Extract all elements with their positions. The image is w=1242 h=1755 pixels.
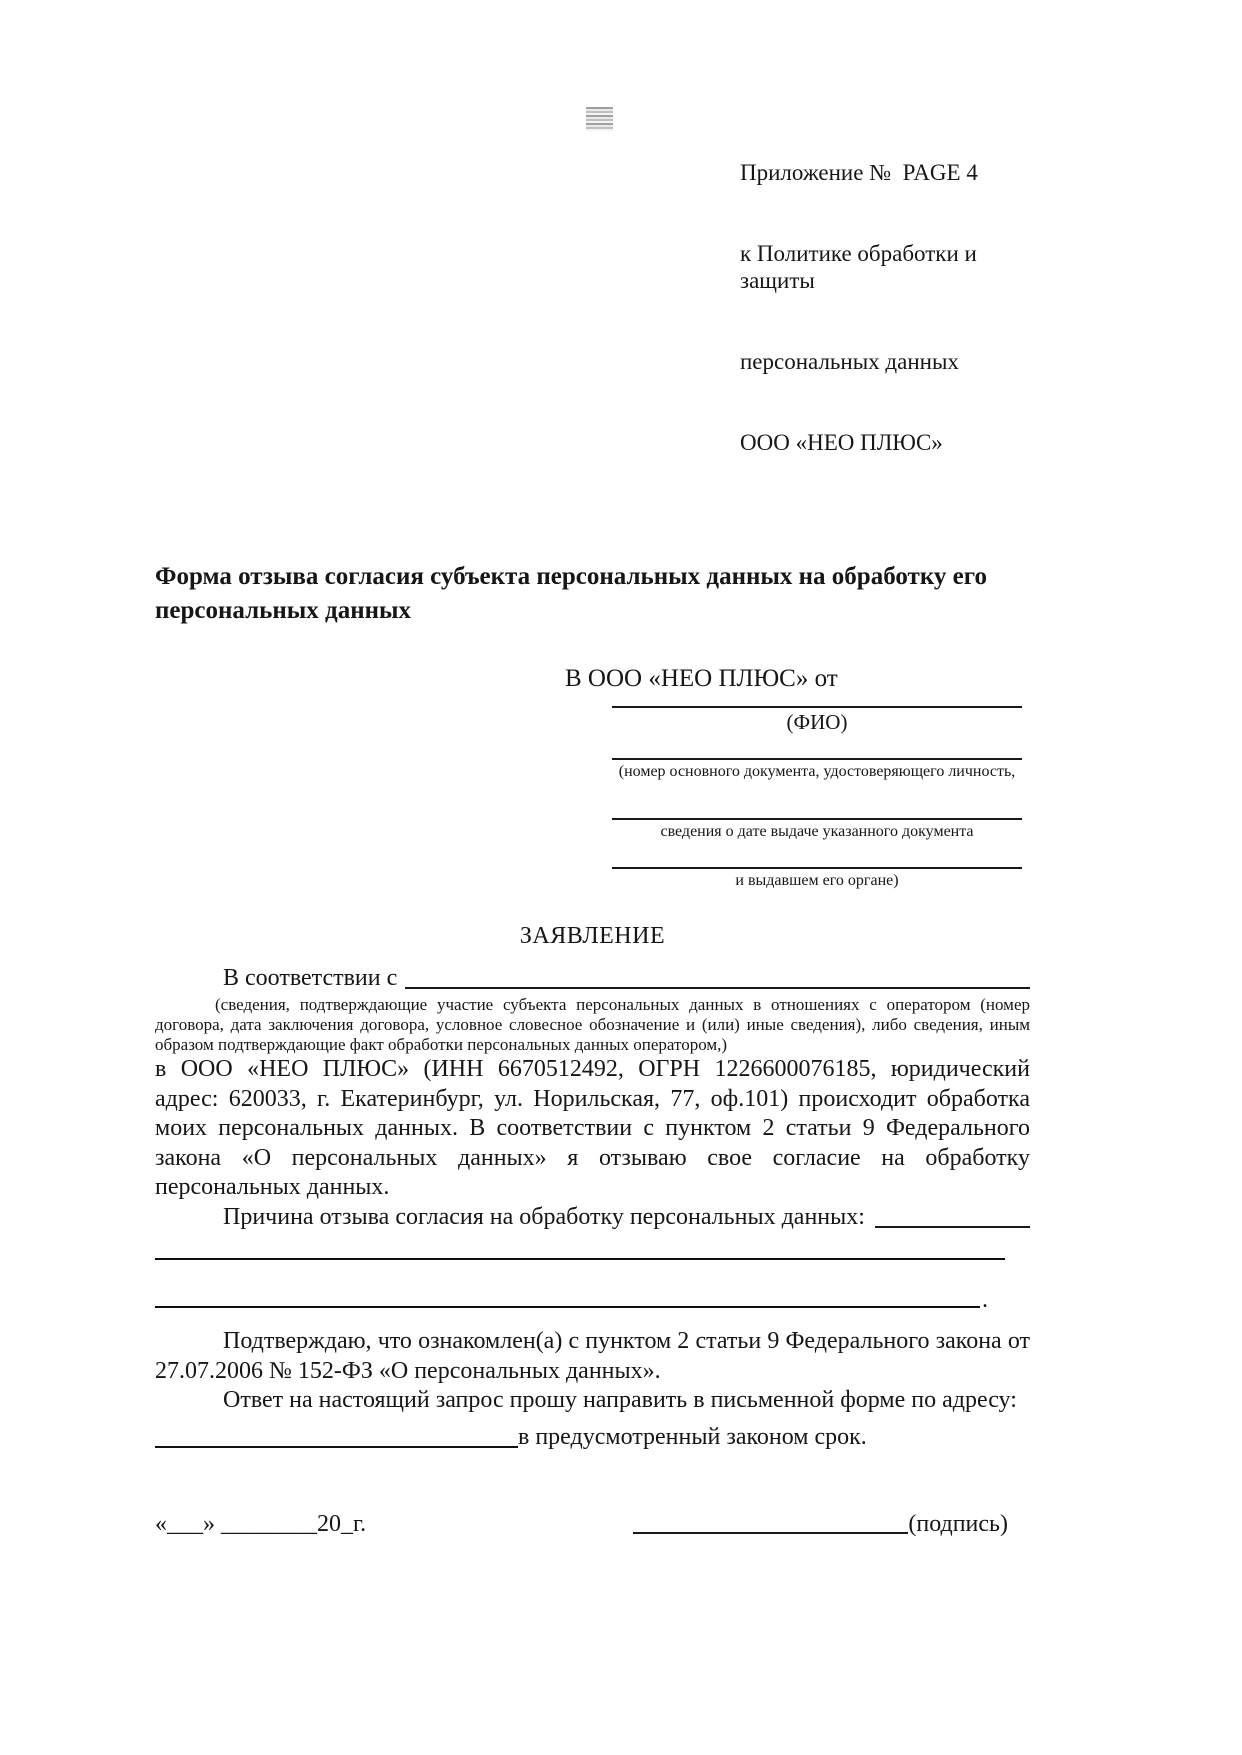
- address-input-line[interactable]: [155, 1446, 518, 1448]
- fio-caption: (ФИО): [786, 710, 848, 734]
- reply-tail-text: в предусмотренный законом срок.: [518, 1423, 867, 1450]
- header-appendix-block: [740, 105, 1030, 510]
- intro-note: (сведения, подтверждающие участие субъекта персональных данных в отношениях с оператором (номер договора, дата заключения договора, условное словесное обозначение и (или) иные сведения), либо сведения, иным образом подтверждающие факт обработки персональных данных оператором,): [155, 995, 1030, 1054]
- header-line-appendix: Приложение № PAGE 4: [740, 160, 978, 185]
- page-title: Форма отзыва согласия субъекта персональных данных на обработку его персональных данных: [155, 563, 987, 624]
- intro-label: В соответствии с: [223, 965, 398, 991]
- basis-input-line[interactable]: [405, 987, 1030, 989]
- reason-extra-input-line-1[interactable]: [155, 1258, 1005, 1260]
- issuer-caption: и выдавшем его органе): [735, 872, 899, 889]
- date-fill-in[interactable]: «___» ________20_г.: [155, 1510, 367, 1537]
- recipient-fields-block: [612, 706, 1022, 891]
- reason-extra-input-line-2[interactable]: [155, 1306, 980, 1308]
- issue-date-caption: сведения о дате выдаче указанного документа: [660, 823, 974, 840]
- signature-input-line[interactable]: [633, 1532, 908, 1534]
- reason-row: [155, 1203, 1030, 1233]
- statement-body-paragraph: в ООО «НЕО ПЛЮС» (ИНН 6670512492, ОГРН 1226600076185, юридический адрес: 620033, г. Екатеринбург, ул. Норильская, 77, оф.101) происходит обработка моих персональных данных. В соответствии с пунктом 2 статьи 9 Федерального закона «О персональных данных» я отзываю свое согласие на обработку персональных данных.: [155, 1056, 1030, 1200]
- header-line-personal-data: персональных данных: [740, 349, 959, 374]
- reply-address-row: [155, 1422, 1030, 1452]
- reason-label: Причина отзыва согласия на обработку персональных данных:: [223, 1203, 865, 1230]
- statement-heading: ЗАЯВЛЕНИЕ: [519, 923, 666, 949]
- field-code-artifact-icon: [586, 107, 613, 131]
- signature-footer: [155, 1509, 1030, 1539]
- reason-input-line[interactable]: [875, 1226, 1030, 1228]
- header-line-company: ООО «НЕО ПЛЮС»: [740, 430, 943, 455]
- header-line-policy: к Политике обработки и защиты: [740, 241, 983, 293]
- confirmation-paragraph: Подтверждаю, что ознакомлен(а) с пунктом 2 статьи 9 Федерального закона от 27.07.2006 № 152-ФЗ «О персональных данных».: [155, 1328, 1030, 1384]
- reason-extra-row-2: [155, 1287, 1030, 1313]
- statement-intro-row: [155, 963, 1030, 993]
- document-number-caption: (номер основного документа, удостоверяющего личность,: [618, 763, 1016, 780]
- recipient-to-line: В ООО «НЕО ПЛЮС» от: [565, 665, 838, 692]
- signature-caption: (подпись): [908, 1510, 1008, 1537]
- line-terminator-period: .: [982, 1287, 988, 1313]
- reply-request-paragraph: Ответ на настоящий запрос прошу направить в письменной форме по адресу:: [223, 1387, 1017, 1413]
